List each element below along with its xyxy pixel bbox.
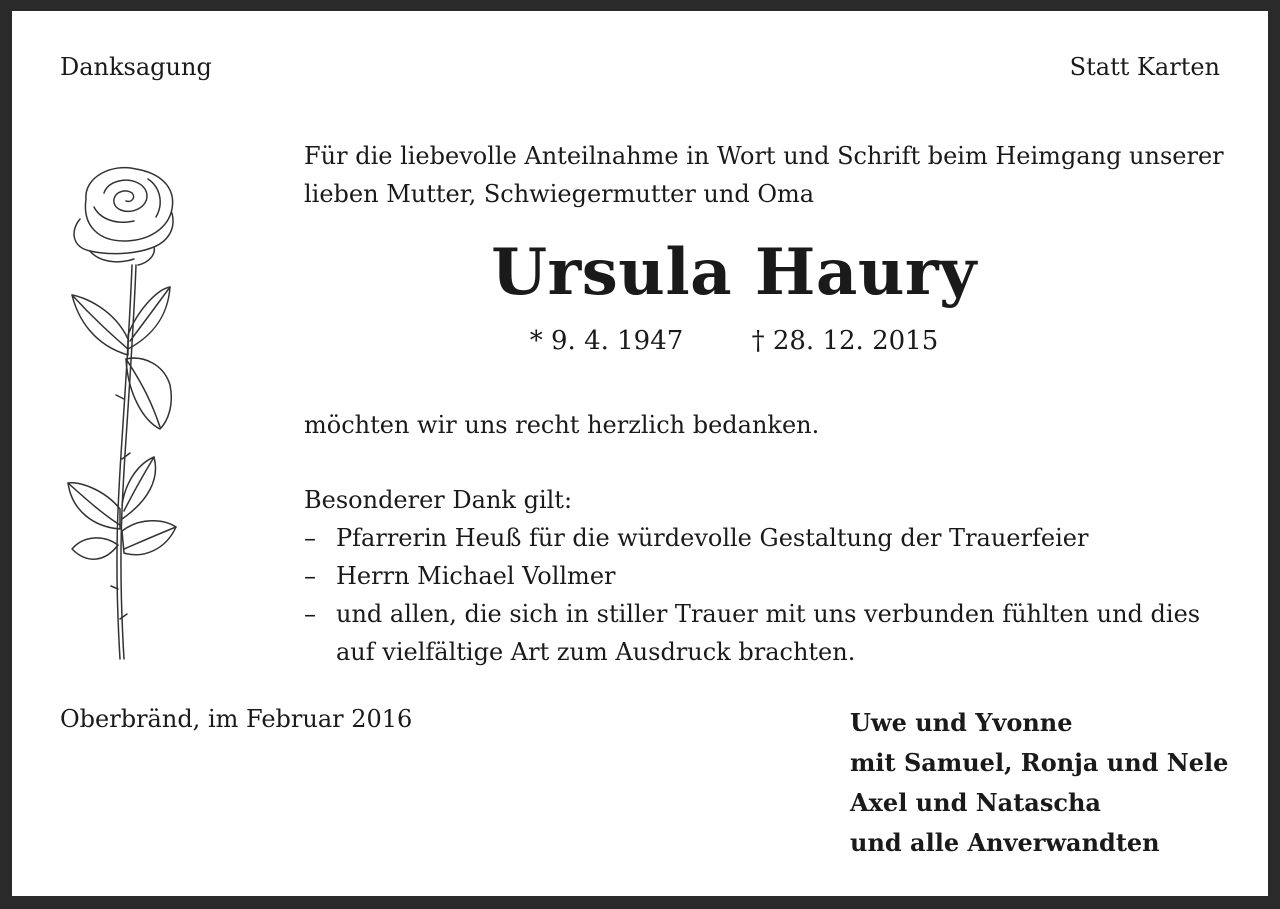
intro-line-1: Für die liebevolle Anteilnahme in Wort und Schrift beim Heimgang unserer [304, 142, 1224, 170]
special-thanks-list [304, 519, 1236, 671]
dash-bullet: – [304, 562, 316, 590]
signer-line: Uwe und Yvonne [850, 708, 1073, 737]
birth-date: * 9. 4. 1947 [529, 326, 684, 356]
list-item-text: Pfarrerin Heuß für die würdevolle Gestaltung der Trauerfeier [336, 524, 1089, 552]
rose-icon [64, 159, 194, 679]
list-item [304, 557, 1236, 595]
obituary-card [12, 11, 1268, 896]
dash-bullet: – [304, 524, 316, 552]
list-item [304, 519, 1236, 557]
signers-block [850, 703, 1228, 863]
dash-bullet: – [304, 600, 316, 628]
header-thanks-label: Danksagung [60, 53, 212, 81]
thanks-text: möchten wir uns recht herzlich bedanken. [304, 411, 820, 439]
deceased-name: Ursula Haury [491, 235, 977, 310]
place-and-date: Oberbränd, im Februar 2016 [60, 705, 413, 733]
signer-line: und alle Anverwandten [850, 828, 1160, 857]
special-thanks-section [304, 481, 1236, 671]
signer-line: mit Samuel, Ronja und Nele [850, 748, 1229, 777]
special-thanks-heading: Besonderer Dank gilt: [304, 486, 573, 514]
list-item [304, 595, 1236, 671]
death-date: † 28. 12. 2015 [751, 326, 939, 356]
intro-text [304, 137, 1224, 213]
life-dates [304, 323, 1164, 359]
signer-line: Axel und Natascha [850, 788, 1101, 817]
header-statt-karten-label: Statt Karten [1069, 53, 1220, 81]
list-item-text: und allen, die sich in stiller Trauer mit uns verbunden fühlten und dies auf vielfältige Art zum Ausdruck brachten. [336, 600, 1201, 666]
intro-line-2: lieben Mutter, Schwiegermutter und Oma [304, 180, 815, 208]
list-item-text: Herrn Michael Vollmer [336, 562, 616, 590]
